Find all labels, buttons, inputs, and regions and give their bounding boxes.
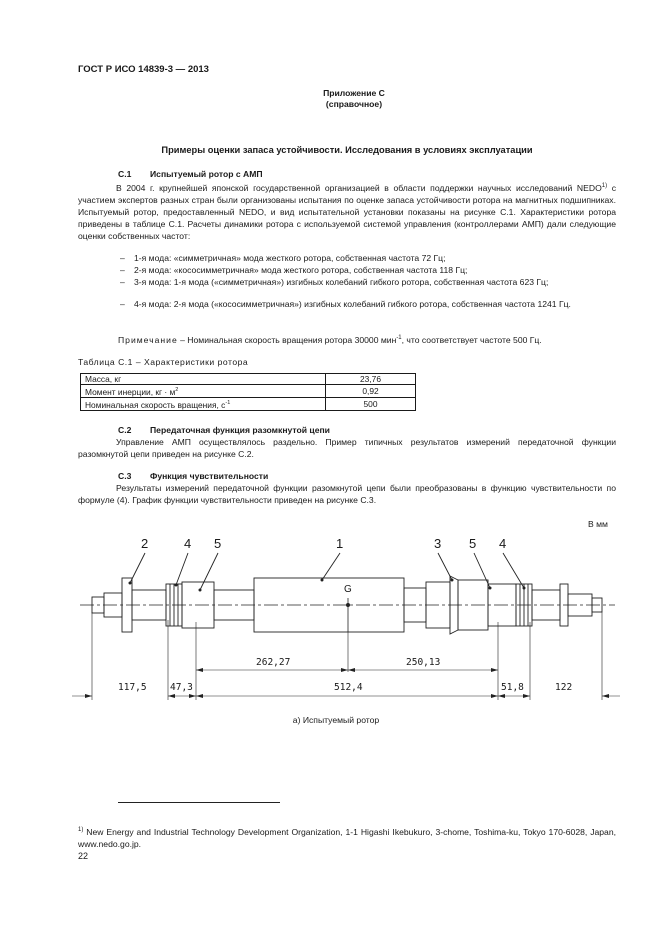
leader-line — [322, 553, 340, 580]
table-row — [81, 374, 416, 385]
annex-subtitle: (справочное) — [325, 99, 383, 109]
note-text: , что соответствует частоте 500 Гц. — [401, 334, 542, 345]
cell-sup: -1 — [225, 399, 231, 406]
footnote-divider — [118, 802, 280, 803]
section-title: Испытуемый ротор с АМП — [150, 169, 263, 179]
leader-dot — [489, 587, 492, 590]
section-title: Функция чувствительности — [150, 471, 269, 481]
section-number: С.2 — [118, 425, 132, 435]
section-number: С.3 — [118, 471, 132, 481]
callout-label: 5 — [469, 536, 477, 551]
callout-label: 1 — [336, 536, 344, 551]
section-c2-paragraph: Управление АМП осуществлялось раздельно. Пример типичных результатов измерений передаточной функции разомкнутой цепи приведен на рисунке С.2. — [78, 437, 616, 459]
table-row — [81, 385, 416, 398]
cell-sup: 2 — [175, 387, 179, 393]
table-cell-label — [81, 374, 326, 385]
properties-table — [80, 373, 416, 411]
section-number: С.1 — [118, 169, 132, 179]
callout-label: 2 — [141, 536, 149, 551]
list-item: – 1-я мода: «симметричная» мода жесткого ротора, собственная частота 72 Гц; — [120, 253, 446, 263]
figure-caption: а) Испытуемый ротор — [292, 715, 380, 725]
note-text: – Номинальная скорость вращения ротора 30000 мин — [177, 334, 397, 345]
list-item-text: 4-я мода: 2-я мода («кососимметричная») изгибных колебаний гибкого ротора, собственная частота 1241 Гц. — [134, 299, 571, 309]
cell-text: Масса, кг — [85, 374, 122, 384]
leader-line — [503, 553, 524, 588]
leader-dot — [129, 582, 132, 585]
note-label: Примечание — [118, 334, 178, 345]
section-c1-paragraph — [78, 180, 616, 242]
footnote — [78, 824, 616, 850]
table-cell-label — [81, 385, 326, 398]
doc-title: Примеры оценки запаса устойчивости. Исследования в условиях эксплуатации — [161, 145, 533, 155]
callout-label: 5 — [214, 536, 222, 551]
paragraph-text: с участием экспертов разных стран были организованы испытания по оценке запаса устойчивости ротора на магнитных подшипниках. Испытуемый ротор, предоставленный NEDO, и вид испытательной установки показаны на рисунке С.1. Характеристики ротора приведены в таблице С.1. Расчеты динамики ротора с используемой системой управления (контроллерами АМП) дали следующие оценки собственных частот: — [78, 182, 617, 241]
note — [118, 332, 618, 346]
table-caption: Таблица С.1 – Характеристики ротора — [78, 357, 249, 367]
center-of-mass-label: G — [344, 584, 352, 595]
dimension-label: 512,4 — [334, 682, 363, 693]
footnote-text: New Energy and Industrial Technology Development Organization, 1-1 Higashi Ikebukuro, 3-chome, Toshima-ku, Tokyo 170-6028, Japan, www.nedo.go.jp. — [78, 826, 616, 849]
section-title: Передаточная функция разомкнутой цепи — [150, 425, 330, 435]
cell-text: Номинальная скорость вращения, с — [85, 399, 226, 410]
leader-dot — [321, 579, 324, 582]
list-item-text: 2-я мода: «кососимметричная» мода жесткого ротора, собственная частота 118 Гц; — [134, 265, 468, 275]
table-row — [81, 397, 416, 410]
leader-line — [200, 553, 218, 590]
dimension-label: 51,8 — [501, 682, 524, 693]
section-c3-heading — [118, 470, 268, 482]
callout-label: 4 — [499, 536, 507, 551]
list-item-text: 3-я мода: 1-я мода («симметричная») изгибных колебаний гибкого ротора, собственная частота 623 Гц; — [134, 277, 549, 287]
callout-label: 3 — [434, 536, 442, 551]
section-c2-heading — [118, 424, 330, 436]
table-cell-value: 500 — [326, 397, 416, 410]
annex-title: Приложение С — [323, 88, 385, 98]
list-item: – 4-я мода: 2-я мода («кососимметричная») изгибных колебаний гибкого ротора, собственная частота 1241 Гц. — [120, 299, 571, 309]
section-c3-paragraph: Результаты измерений передаточной функции разомкнутой цепи были преобразованы в функцию чувствительности по формуле (4). График функции чувствительности приведен на рисунке С.3. — [78, 483, 616, 505]
footnote-marker: 1) — [78, 827, 84, 833]
page-number: 22 — [78, 851, 89, 861]
dimension-label: 250,13 — [406, 657, 441, 668]
dimension-label: 262,27 — [256, 657, 291, 668]
list-item: – 3-я мода: 1-я мода («симметричная») изгибных колебаний гибкого ротора, собственная частота 623 Гц; — [120, 277, 549, 287]
standard-header: ГОСТ Р ИСО 14839-3 — 2013 — [78, 64, 209, 75]
table-cell-value: 23,76 — [326, 374, 416, 385]
list-item-text: 1-я мода: «симметричная» мода жесткого ротора, собственная частота 72 Гц; — [134, 253, 446, 263]
leader-dot — [523, 587, 526, 590]
leader-dot — [175, 584, 178, 587]
callout-label: 4 — [184, 536, 192, 551]
leader-dot — [199, 589, 202, 592]
leader-line — [176, 553, 188, 585]
list-item: – 2-я мода: «кососимметричная» мода жесткого ротора, собственная частота 118 Гц; — [120, 265, 468, 275]
table-cell-value: 0,92 — [326, 385, 416, 398]
paragraph-text: В 2004 г. крупнейшей японской государственной организацией в области поддержки научных исследований NEDO — [116, 182, 602, 193]
table-cell-label — [81, 397, 326, 410]
section-c1-heading — [118, 168, 263, 180]
note-sup: -1 — [396, 335, 402, 341]
cell-text: Момент инерции, кг · м — [85, 386, 176, 397]
g-mark-dot — [346, 603, 350, 607]
footnote-ref: 1) — [601, 183, 608, 189]
dimension-label: 117,5 — [118, 682, 147, 693]
dimension-label: 122 — [555, 682, 573, 693]
leader-dot — [451, 579, 454, 582]
units-label: В мм — [588, 519, 608, 529]
dimension-label: 47,3 — [170, 682, 193, 693]
